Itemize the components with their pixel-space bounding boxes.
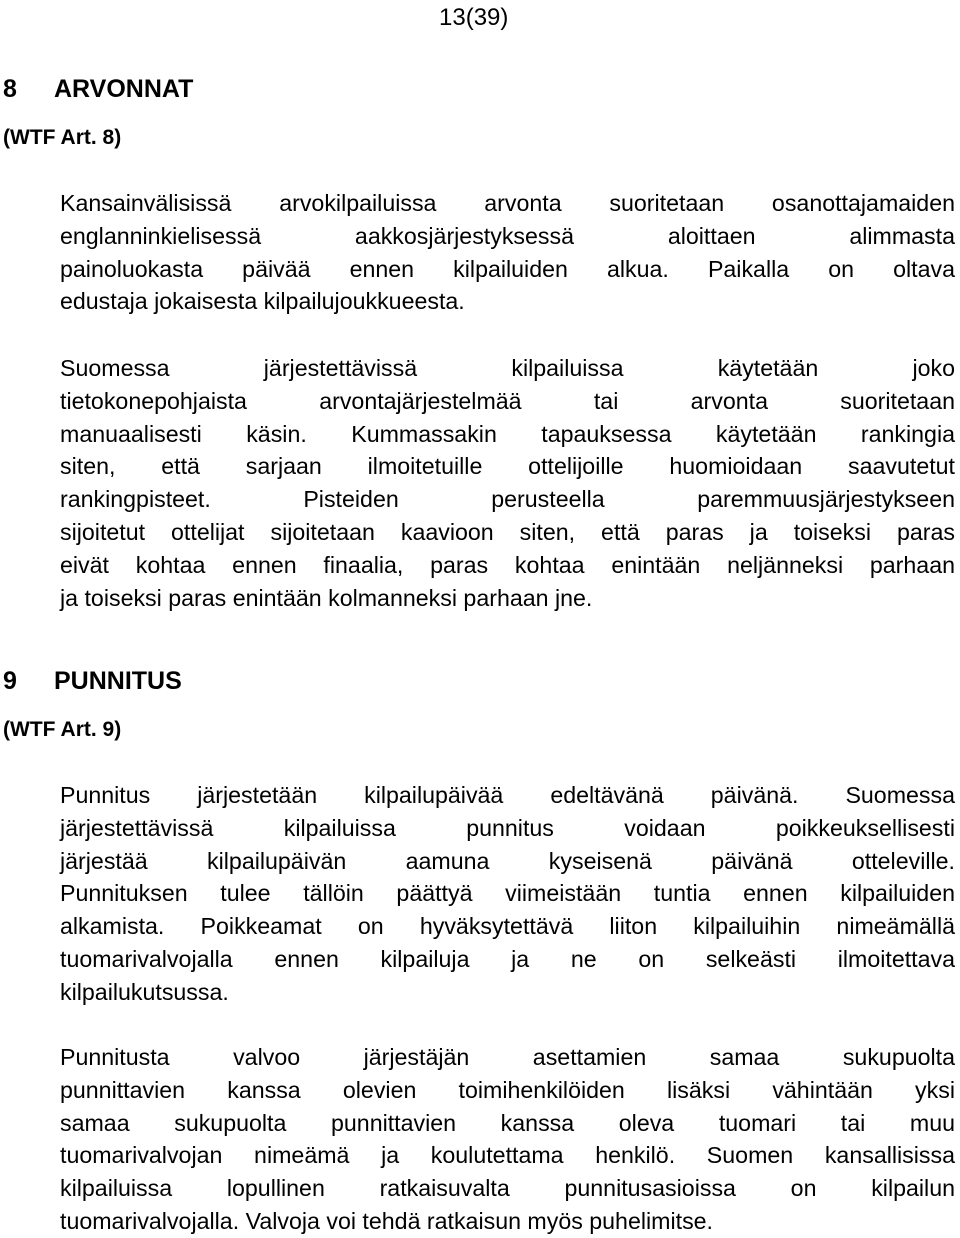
paragraph-line: tuomarivalvojan nimeämä ja koulutettama henkilö. Suomen kansallisissa [60,1142,955,1169]
paragraph-line: rankingpisteet. Pisteiden perusteella paremmuusjärjestykseen [60,486,955,513]
paragraph-line: tietokonepohjaista arvontajärjestelmää tai arvonta suoritetaan [60,387,955,414]
paragraph-line: kilpailuissa lopullinen ratkaisuvalta punnitusasioissa on kilpailun [60,1175,955,1202]
section-8-subtitle: (WTF Art. 8) [3,126,122,149]
paragraph-line: Punnituksen tulee tällöin päättyä viimeistään tuntia ennen kilpailuiden [60,880,955,907]
section-8-number: 8 [3,75,17,103]
paragraph-line: siten, että sarjaan ilmoitetuille ottelijoille huomioidaan saavutetut [60,453,955,480]
section-9-title: PUNNITUS [54,667,182,695]
section-8-paragraph-2 [60,352,955,614]
paragraph-line: järjestettävissä kilpailuissa punnitus voidaan poikkeuksellisesti [60,814,955,841]
section-9-number: 9 [3,667,17,695]
paragraph-line: edustaja jokaisesta kilpailujoukkueesta. [60,288,465,315]
paragraph-line: Punnitusta valvoo järjestäjän asettamien samaa sukupuolta [60,1044,955,1070]
paragraph-line: Kansainvälisissä arvokilpailuissa arvonta suoritetaan osanottajamaiden [60,190,955,216]
paragraph-line: Suomessa järjestettävissä kilpailuissa käytetään joko [60,355,955,381]
section-8-title: ARVONNAT [54,75,194,103]
section-9-heading [3,666,182,696]
paragraph-line: tuomarivalvojalla ennen kilpailuja ja ne on selkeästi ilmoitettava [60,945,955,972]
paragraph-line: alkamista. Poikkeamat on hyväksytettävä liiton kilpailuihin nimeämällä [60,913,955,940]
section-9-paragraph-2 [60,1041,955,1238]
paragraph-line: ja toiseksi paras enintään kolmanneksi parhaan jne. [60,584,593,611]
paragraph-line: eivät kohtaa ennen finaalia, paras kohtaa enintään neljänneksi parhaan [60,551,955,578]
paragraph-line: painoluokasta päivää ennen kilpailuiden alkua. Paikalla on oltava [60,255,955,282]
paragraph-line: englanninkielisessä aakkosjärjestyksessä aloittaen alimmasta [60,222,955,249]
section-8-heading [3,74,193,104]
paragraph-line: punnittavien kanssa olevien toimihenkilöiden lisäksi vähintään yksi [60,1076,955,1103]
page-number: 13(39) [439,4,509,31]
paragraph-line: järjestää kilpailupäivän aamuna kyseisenä päivänä otteleville. [60,847,955,874]
paragraph-line: kilpailukutsussa. [60,978,229,1005]
paragraph-line: manuaalisesti käsin. Kummassakin tapauksessa käytetään rankingia [60,420,955,447]
section-8-paragraph-1 [60,187,955,318]
paragraph-line: sijoitetut ottelijat sijoitetaan kaavioon siten, että paras ja toiseksi paras [60,518,955,545]
paragraph-line: Punnitus järjestetään kilpailupäivää edeltävänä päivänä. Suomessa [60,782,955,808]
section-9-paragraph-1 [60,779,955,1009]
paragraph-line: samaa sukupuolta punnittavien kanssa oleva tuomari tai muu [60,1109,955,1136]
section-9-subtitle: (WTF Art. 9) [3,718,122,741]
paragraph-line: tuomarivalvojalla. Valvoja voi tehdä ratkaisun myös puhelimitse. [60,1207,713,1234]
